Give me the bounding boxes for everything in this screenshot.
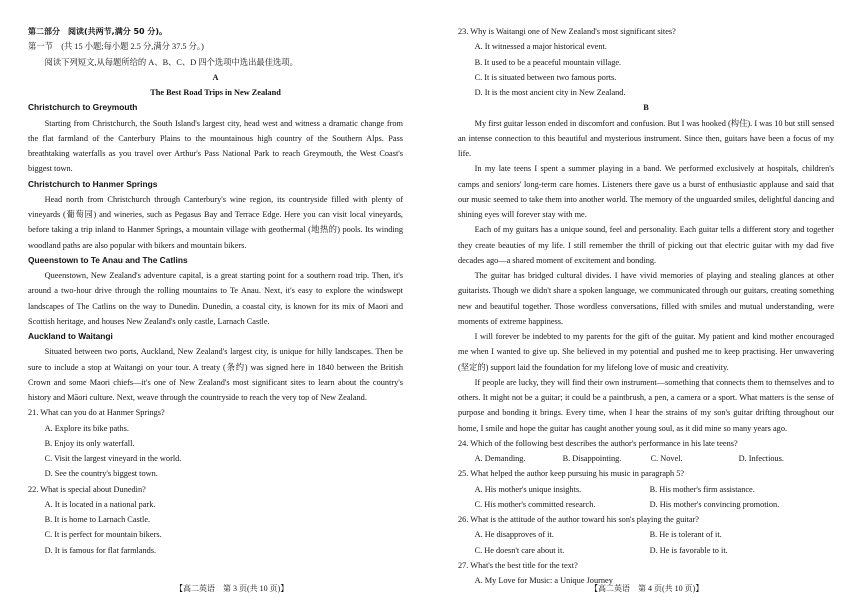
answer-option[interactable]: C. It is perfect for mountain bikers. — [44, 530, 162, 540]
section-heading: Auckland to Waitangi — [28, 331, 113, 341]
section-heading: Queenstown to Te Anau and The Catlins — [28, 254, 188, 265]
answer-option[interactable]: C. He doesn't care about it. — [474, 545, 565, 555]
page-footer: 【高二英语 第 3 页(共 10 页)】 — [175, 584, 289, 593]
passage-a-title: The Best Road Trips in New Zealand — [150, 88, 281, 97]
answer-option[interactable]: B. It used to be a peaceful mountain village. — [474, 57, 622, 67]
section-heading: Christchurch to Hanmer Springs — [28, 178, 158, 189]
answer-option[interactable]: C. His mother's committed research. — [474, 499, 596, 509]
section-text: Situated between two ports, Auckland, New Zealand's largest city, is unique for hilly landscapes. Then be sure to include a stop at Waitangi on your tour. A treaty (条约) was signed here in 1840 between the British Crown and some Maori chiefs—it's one of New Zealand's most significant sites to learn about the country's history and Māori culture. Next, weave through the countryside to reach the very top of New Zealand. — [28, 347, 403, 402]
answer-option[interactable]: B. Enjoy its only waterfall. — [44, 438, 135, 448]
question-24: 24. Which of the following best describes the author's performance in his late teens? — [458, 438, 738, 448]
passage-a-letter: A — [212, 72, 219, 82]
answer-row — [458, 527, 834, 542]
passage-b-paragraph: In my late teens I spent a summer playing in a band. We performed exclusively at hospitals, children's camps and seniors' long-term care homes. Listeners there gave us a burst of enthusiastic applause and said that our music seemed to take them into another world. The memory of the unguarded smiles, delightful dancing and shining eyes will forever stay with me. — [458, 164, 834, 219]
answer-option[interactable]: C. Visit the largest vineyard in the world. — [44, 454, 182, 463]
answer-option[interactable]: A. He disapproves of it. — [474, 530, 554, 540]
answer-row — [458, 543, 834, 558]
right-column — [458, 24, 834, 588]
answer-option[interactable]: D. His mother's convincing promotion. — [649, 499, 780, 509]
passage-b-paragraph: Each of my guitars has a unique sound, feel and personality. Each guitar tells a different story and together they create beauties of my life. I still remember the thrill of picking out that electric guitar with my dad five decades ago—a shared moment of excitement and bonding. — [458, 225, 834, 265]
answer-option[interactable]: D. It is the most ancient city in New Zealand. — [474, 88, 626, 97]
answer-option[interactable]: C. Novel. — [650, 454, 683, 463]
page-footer: 【高二英语 第 4 页(共 10 页)】 — [590, 584, 704, 593]
answer-option[interactable]: D. He is favorable to it. — [649, 545, 728, 555]
answer-option[interactable]: A. It is located in a national park. — [44, 499, 156, 509]
question-22: 22. What is special about Dunedin? — [28, 484, 146, 494]
section-text: Starting from Christchurch, the South Island's largest city, head west and witness a dramatic change from the flat farmland of the Canterbury Plains to the mountainous high country of the Southern Alps. Pass breathtaking waterfalls as you travel over Arthur's Pass National Park to reach Greymouth, the West Coast's biggest town. — [28, 118, 403, 174]
question-25: 25. What helped the author keep pursuing his music in paragraph 5? — [458, 469, 685, 479]
passage-b-paragraph: My first guitar lesson ended in discomfort and confusion. But I was hooked (构住). I was 10 but still sensed an intense connection to this beautiful and mysterious instrument. Since then, guitars have been a focus of my life. — [458, 118, 834, 158]
section-heading: Christchurch to Greymouth — [28, 102, 138, 113]
answer-option[interactable]: B. His mother's firm assistance. — [649, 484, 755, 494]
section-text: Queenstown, New Zealand's adventure capital, is a great starting point for a southern road trip. Then, it's around a two-hour drive through the rolling mountains to Te Anau. Next, it's easy to explore the windswept landscapes of The Catlins on the way to Dunedin. Dunedin, a coastal city, is known for its mix of Maori and Scottish heritage, and houses New Zealand's only castle, Larnach Castle. — [28, 271, 403, 326]
section-text: Head north from Christchurch through Canterbury's wine region, its countryside filled with plenty of vineyards (葡萄园) and wineries, such as Pegasus Bay and Terrace Edge. Here you can visit local vineyards, before taking a trip inland to Hanmer Springs, a mountain village with geothermal (地热的) pools. Its winding woodland paths are also popular with bikers and mountain bikers. — [28, 194, 403, 250]
passage-b-paragraph: The guitar has bridged cultural divides. I have vivid memories of playing and stealing glances at other guitarists. Though we didn't share a spoken language, we communicated through our guitars, creating something new and beautiful together. Those wordless conversations, filled with smiles and mutual understanding, were moments of extreme happiness. — [458, 271, 834, 326]
answer-option[interactable]: A. His mother's unique insights. — [474, 484, 582, 494]
answer-option[interactable]: D. It is famous for flat farmlands. — [44, 545, 157, 555]
answer-option[interactable]: D. See the country's biggest town. — [44, 469, 158, 479]
answer-option[interactable]: A. It witnessed a major historical event. — [474, 42, 607, 52]
question-21: 21. What can you do at Hanmer Springs? — [28, 408, 165, 418]
part1-header: 第一节 (共 15 小题;每小题 2.5 分,满分 37.5 分。) — [28, 42, 204, 52]
question-26: 26. What is the attitude of the author toward his son's playing the guitar? — [458, 515, 699, 524]
answer-option[interactable]: B. He is tolerant of it. — [649, 530, 722, 540]
answer-option[interactable]: B. It is home to Larnach Castle. — [44, 515, 151, 524]
answer-option[interactable]: A. Demanding. — [474, 454, 526, 463]
instructions: 阅读下列短文,从每题所给的 A、B、C、D 四个选项中选出最佳选项。 — [44, 57, 298, 67]
answer-option[interactable]: A. Explore its bike paths. — [44, 423, 129, 433]
passage-b-paragraph: I will forever be indebted to my parents for the gift of the guitar. My patient and kind mother encouraged me when I wanted to give up. She believed in my potential and pushed me to keep practising. Her unwavering (坚定的) support laid the foundation for my lifelong love of music and creativity. — [458, 332, 834, 372]
left-column — [28, 24, 403, 558]
answer-row — [458, 482, 834, 497]
answer-row — [458, 497, 834, 512]
answer-option[interactable]: A. My Love for Music: a Unique Journey — [474, 576, 613, 585]
passage-b-paragraph: If people are lucky, they will find their own instrument—something that connects them to themselves and to others. It might not be a guitar; it could be a paintbrush, a pen, a camera or a sport. What matters is the sense of purpose and bonding it brings. Every time, when I hear the strains of my son's guitar drifting throughout our home, I smile and hope the guitar has caught another young soul, as it did mine so many years ago. — [458, 377, 834, 433]
passage-b-letter: B — [643, 103, 649, 113]
answer-option[interactable]: B. Disappointing. — [562, 454, 622, 463]
section-header: 第二部分 阅读(共两节,满分 50 分)。 — [28, 27, 168, 36]
answer-option[interactable]: D. Infectious. — [738, 454, 784, 463]
answer-option[interactable]: C. It is situated between two famous ports. — [474, 72, 617, 82]
answer-row — [458, 451, 834, 466]
question-23: 23. Why is Waitangi one of New Zealand's most significant sites? — [458, 27, 676, 36]
question-27: 27. What's the best title for the text? — [458, 560, 578, 570]
